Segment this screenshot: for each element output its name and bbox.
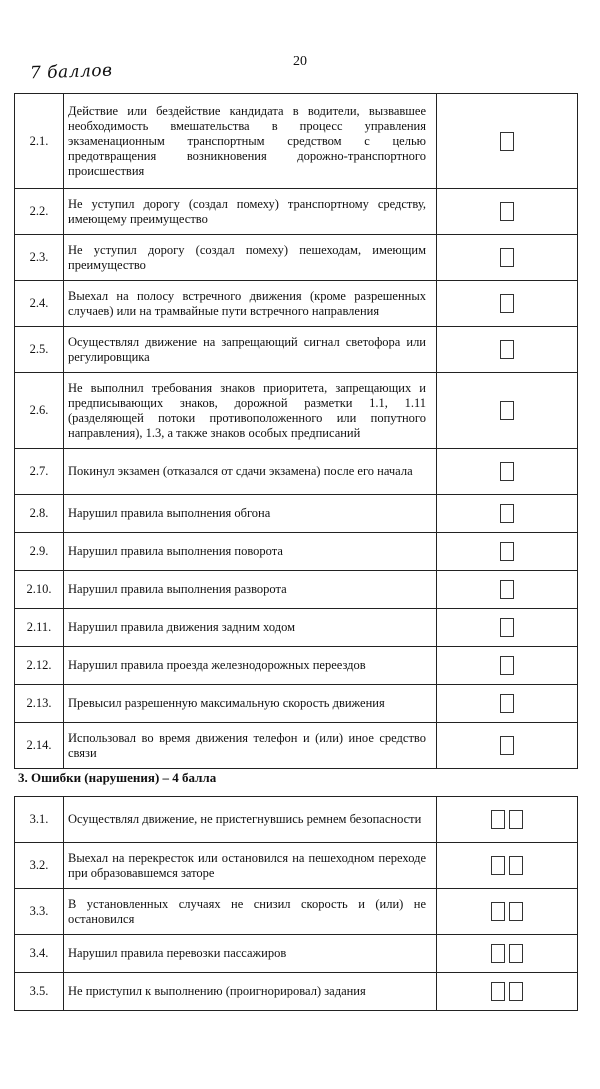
checkbox-cell <box>437 533 578 571</box>
table-row <box>15 843 578 889</box>
violation-description: Действие или бездействие кандидата в водители, вызвавшее необходимость вмешательства в процесс управления экзаменационным транспортным средством с целью предотвращения возникновения дорожно-транспортного происшествия <box>64 94 437 189</box>
row-number: 2.9. <box>15 533 64 571</box>
violation-description: Не выполнил требования знаков приоритета, запрещающих и предписывающих знаков, дорожной разметки 1.1, 1.11 (разделяющей потоки противоположенного или попутного направления), 1.3, а также знаков особых предписаний <box>64 373 437 449</box>
table-row <box>15 571 578 609</box>
checkbox[interactable] <box>491 856 505 875</box>
table-row <box>15 235 578 281</box>
row-number: 3.4. <box>15 935 64 973</box>
checkbox-cell <box>437 327 578 373</box>
table-row <box>15 533 578 571</box>
checkbox-cell <box>437 723 578 769</box>
checkbox[interactable] <box>509 982 523 1001</box>
checkbox-cell <box>437 647 578 685</box>
table-row <box>15 449 578 495</box>
table-row <box>15 495 578 533</box>
violation-description: Использовал во время движения телефон и (или) иное средство связи <box>64 723 437 769</box>
checkbox[interactable] <box>491 944 505 963</box>
checkbox[interactable] <box>509 902 523 921</box>
row-number: 2.4. <box>15 281 64 327</box>
row-number: 2.2. <box>15 189 64 235</box>
checkbox-cell <box>437 373 578 449</box>
checkbox-cell <box>437 797 578 843</box>
checkbox[interactable] <box>500 504 514 523</box>
violation-description: Нарушил правила перевозки пассажиров <box>64 935 437 973</box>
table-row <box>15 189 578 235</box>
checkbox[interactable] <box>500 401 514 420</box>
row-number: 2.14. <box>15 723 64 769</box>
checkbox-cell <box>437 189 578 235</box>
violation-description: Превысил разрешенную максимальную скорость движения <box>64 685 437 723</box>
row-number: 2.11. <box>15 609 64 647</box>
violation-description: Выехал на перекресток или остановился на пешеходном переходе при образовавшемся заторе <box>64 843 437 889</box>
violation-description: Нарушил правила проезда железнодорожных переездов <box>64 647 437 685</box>
section-2-table <box>14 93 578 769</box>
table-row <box>15 685 578 723</box>
violation-description: Осуществлял движение, не пристегнувшись ремнем безопасности <box>64 797 437 843</box>
section-3-title: 3. Ошибки (нарушения) – 4 балла <box>18 770 217 785</box>
checkbox-cell <box>437 685 578 723</box>
checkbox-cell <box>437 94 578 189</box>
checkbox[interactable] <box>500 542 514 561</box>
violation-description: Не уступил дорогу (создал помеху) транспортному средству, имеющему преимущество <box>64 189 437 235</box>
checkbox-cell <box>437 889 578 935</box>
table-row <box>15 94 578 189</box>
checkbox[interactable] <box>509 944 523 963</box>
table-row <box>15 281 578 327</box>
checkbox-cell <box>437 449 578 495</box>
table-row <box>15 973 578 1011</box>
checkbox[interactable] <box>500 202 514 221</box>
table-row <box>15 327 578 373</box>
violation-description: Осуществлял движение на запрещающий сигнал светофора или регулировщика <box>64 327 437 373</box>
checkbox[interactable] <box>509 810 523 829</box>
table-row <box>15 609 578 647</box>
checkbox[interactable] <box>500 580 514 599</box>
row-number: 3.5. <box>15 973 64 1011</box>
checkbox-cell <box>437 495 578 533</box>
row-number: 2.5. <box>15 327 64 373</box>
checkbox[interactable] <box>500 656 514 675</box>
violation-description: Нарушил правила выполнения разворота <box>64 571 437 609</box>
checkbox[interactable] <box>500 340 514 359</box>
row-number: 2.10. <box>15 571 64 609</box>
checkbox-cell <box>437 935 578 973</box>
violation-description: Не приступил к выполнению (проигнорировал) задания <box>64 973 437 1011</box>
violation-description: В установленных случаях не снизил скорость и (или) не остановился <box>64 889 437 935</box>
checkbox[interactable] <box>500 736 514 755</box>
checkbox[interactable] <box>491 902 505 921</box>
row-number: 2.6. <box>15 373 64 449</box>
row-number: 3.3. <box>15 889 64 935</box>
checkbox[interactable] <box>491 982 505 1001</box>
row-number: 2.12. <box>15 647 64 685</box>
checkbox[interactable] <box>500 294 514 313</box>
table-row <box>15 373 578 449</box>
checkbox[interactable] <box>491 810 505 829</box>
row-number: 2.1. <box>15 94 64 189</box>
violation-description: Покинул экзамен (отказался от сдачи экзамена) после его начала <box>64 449 437 495</box>
violation-description: Нарушил правила движения задним ходом <box>64 609 437 647</box>
row-number: 2.7. <box>15 449 64 495</box>
table-row <box>15 889 578 935</box>
row-number: 2.3. <box>15 235 64 281</box>
checkbox[interactable] <box>500 132 514 151</box>
violation-description: Нарушил правила выполнения обгона <box>64 495 437 533</box>
checkbox[interactable] <box>500 694 514 713</box>
checkbox[interactable] <box>509 856 523 875</box>
violation-description: Не уступил дорогу (создал помеху) пешеходам, имеющим преимущество <box>64 235 437 281</box>
row-number: 3.1. <box>15 797 64 843</box>
violation-description: Выехал на полосу встречного движения (кроме разрешенных случаев) или на трамвайные пути встречного направления <box>64 281 437 327</box>
checkbox-cell <box>437 843 578 889</box>
page-number: 20 <box>293 54 307 69</box>
checkbox-cell <box>437 609 578 647</box>
table-row <box>15 935 578 973</box>
table-row <box>15 797 578 843</box>
checkbox[interactable] <box>500 618 514 637</box>
row-number: 2.13. <box>15 685 64 723</box>
checkbox[interactable] <box>500 462 514 481</box>
violation-description: Нарушил правила выполнения поворота <box>64 533 437 571</box>
row-number: 3.2. <box>15 843 64 889</box>
table-row <box>15 723 578 769</box>
checkbox-cell <box>437 235 578 281</box>
checkbox[interactable] <box>500 248 514 267</box>
checkbox-cell <box>437 973 578 1011</box>
table-row <box>15 647 578 685</box>
checkbox-cell <box>437 571 578 609</box>
handwritten-score-note: 7 баллов <box>29 60 113 84</box>
checkbox-cell <box>437 281 578 327</box>
row-number: 2.8. <box>15 495 64 533</box>
section-3-table <box>14 796 578 1011</box>
